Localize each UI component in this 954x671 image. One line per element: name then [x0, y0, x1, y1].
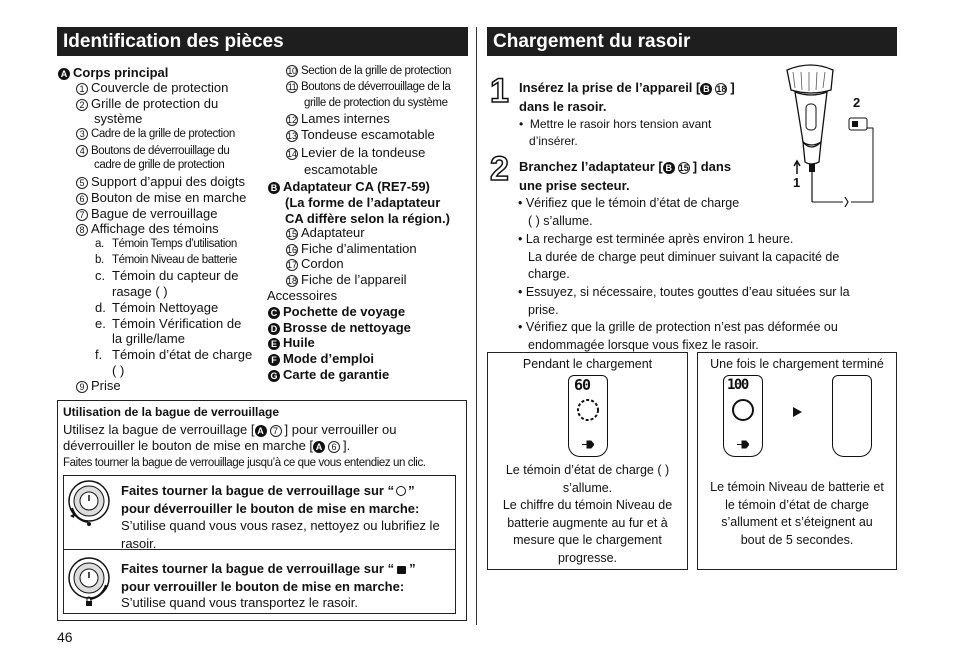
step-2-instruction: Branchez l’adaptateur [ B 15 ] dans une prise secteur. [519, 159, 732, 193]
padlock-icon [397, 566, 406, 574]
main-body-label: A Corps principal [58, 65, 168, 81]
indicator-item: rasage ( ) [112, 284, 168, 299]
step-2-number: 2 [490, 150, 509, 188]
accessory-c: C Pochette de voyage [268, 304, 405, 320]
battery-full-digits: 100 [727, 377, 748, 393]
indicator-item: d. Témoin Nettoyage [95, 300, 219, 315]
figure-label-2: 2 [853, 95, 861, 110]
lock-box-note: Faites tourner la bague de verrouillage jusqu’à ce que vous entendiez un clic. [63, 457, 426, 469]
during-charge-title: Pendant le chargement [522, 357, 653, 371]
part-5: 5 Support d’appui des doigts [76, 174, 245, 190]
letter-b-badge: B [268, 182, 280, 194]
during-gauge-icon [574, 396, 602, 424]
letter-a-badge: A [313, 441, 325, 453]
charging-note: • La recharge est terminée après environ 1 heure. La durée de charge peut diminuer suivant la capacité de charge. [518, 232, 840, 281]
charge-complete-title: Une fois le chargement terminé [710, 357, 884, 371]
part-18: 18 Fiche de l’appareil [287, 272, 407, 287]
figure-text-line: Le témoin Niveau de batterie et [710, 480, 884, 494]
figure-text-line: s’allume. [562, 480, 613, 495]
accessory-g: G Carte de garantie [268, 367, 389, 383]
letter-a-badge: A [58, 68, 70, 80]
part-8: 8 Affichage des témoins [76, 221, 219, 237]
part-cont: cadre de grille de protection [94, 159, 225, 171]
indicator-item: ( ) [112, 363, 125, 378]
charge-plug-icon [737, 440, 749, 449]
adapter-label: B Adaptateur CA (RE7-59) (La forme de l’adaptateur CA diffère selon la région.) [268, 179, 450, 227]
accessory-f: F Mode d’emploi [268, 351, 374, 367]
lock-box-title: Utilisation de la bague de verrouillage [63, 405, 280, 419]
accessory-d: D Brosse de nettoyage [268, 320, 411, 336]
part-6: 6 Bouton de mise en marche [76, 190, 246, 206]
indicator-item: e. Témoin Vérification de [95, 316, 242, 331]
part-cont: système [94, 111, 143, 126]
figure-text-line: s’allument et s’éteignent au [721, 515, 873, 529]
unlock-ring-icon [66, 478, 114, 528]
part-11: 11 Boutons de déverrouillage de la [287, 81, 451, 93]
figure-text-line: le témoin d’état de charge [725, 497, 869, 512]
letter-a-badge: A [255, 425, 267, 437]
part-2: 2 Grille de protection du [76, 96, 218, 112]
part-cont: escamotable [304, 162, 378, 177]
part-4: 4 Boutons de déverrouillage du [76, 144, 229, 160]
battery-level-digits: 60 [574, 376, 591, 394]
unlock-instruction: Faites tourner la bague de verrouillage sur “ ” pour déverrouiller le bouton de mise en marche: [121, 483, 420, 516]
charging-note: • Vérifiez que le témoin d’état de charge ( ) s’allume. [518, 196, 740, 228]
figure-text-line: mesure que le chargement [513, 533, 662, 547]
figure-text-line: progresse. [557, 550, 618, 565]
part-cont: grille de protection du système [304, 97, 448, 109]
part-9: 9 Prise [76, 378, 121, 394]
column-divider [476, 27, 477, 625]
figure-text-line: Le chiffre du témoin Niveau de [502, 498, 673, 512]
part-3: 3 Cadre de la grille de protection [76, 127, 235, 143]
complete-gauge-icon [729, 396, 757, 424]
letter-b-badge: B [663, 162, 675, 174]
part-1: 1 Couvercle de protection [76, 80, 228, 96]
lock-box-line2: déverrouiller le bouton de mise en marche [ A 6 ]. [63, 438, 351, 453]
figure-label-1: 1 [793, 175, 801, 190]
part-7: 7 Bague de verrouillage [76, 206, 217, 222]
part-10: 10 Section de la grille de protection [287, 65, 452, 77]
accessories-label: Accessoires [267, 288, 338, 303]
indicator-item: b. Témoin Niveau de batterie [95, 254, 237, 266]
page-number: 46 [57, 629, 73, 645]
blank-display-panel [832, 375, 872, 457]
unlock-usage: S’utilise quand vous vous rasez, nettoyez ou lubrifiez le rasoir. [121, 518, 440, 551]
arrow-right-icon [793, 407, 802, 417]
charge-plug-icon [582, 440, 594, 449]
step-1-number: 1 [490, 72, 509, 110]
part-13: 13 Tondeuse escamotable [287, 127, 435, 142]
charging-note: • Vérifiez que la grille de protection n’est pas déformée ou endommagée lorsque vous fixez le rasoir. [518, 320, 838, 352]
part-15: 15 Adaptateur [287, 225, 365, 240]
figure-text-line: Le témoin d’état de charge ( ) [505, 463, 670, 477]
step-1-instruction: Insérez la prise de l’appareil [ B 18 ] dans le rasoir. [519, 80, 735, 114]
part-16: 16 Fiche d’alimentation [287, 241, 417, 256]
figure-text-line: bout de 5 secondes. [740, 532, 854, 547]
open-circle-icon [396, 486, 406, 496]
part-14: 14 Levier de la tondeuse [287, 145, 426, 160]
charging-note: • Essuyez, si nécessaire, toutes gouttes d’eau situées sur la prise. [518, 285, 850, 317]
lock-instruction: Faites tourner la bague de verrouillage sur “ ” pour verrouiller le bouton de mise en marche: [121, 561, 416, 594]
indicator-item: a. Témoin Temps d’utilisation [95, 238, 237, 250]
lock-usage: S’utilise quand vous transportez le rasoir. [121, 595, 359, 610]
indicator-item: c. Témoin du capteur de [95, 268, 239, 283]
letter-b-badge: B [700, 83, 712, 95]
lock-box-line1: Utilisez la bague de verrouillage [ A 7 ] pour verrouiller ou [63, 422, 397, 437]
part-12: 12 Lames internes [287, 111, 390, 126]
lock-ring-icon [66, 553, 114, 609]
accessory-e: E Huile [268, 335, 315, 351]
indicator-item: f. Témoin d’état de charge [95, 347, 253, 362]
part-17: 17 Cordon [287, 256, 344, 271]
step-1-note: • Mettre le rasoir hors tension avant d’insérer. [519, 117, 712, 148]
indicator-item: la grille/lame [112, 331, 185, 346]
section-title-identification: Identification des pièces [57, 27, 468, 56]
section-title-charging: Chargement du rasoir [487, 27, 897, 56]
figure-text-line: batterie augmente au fur et à [507, 515, 668, 530]
